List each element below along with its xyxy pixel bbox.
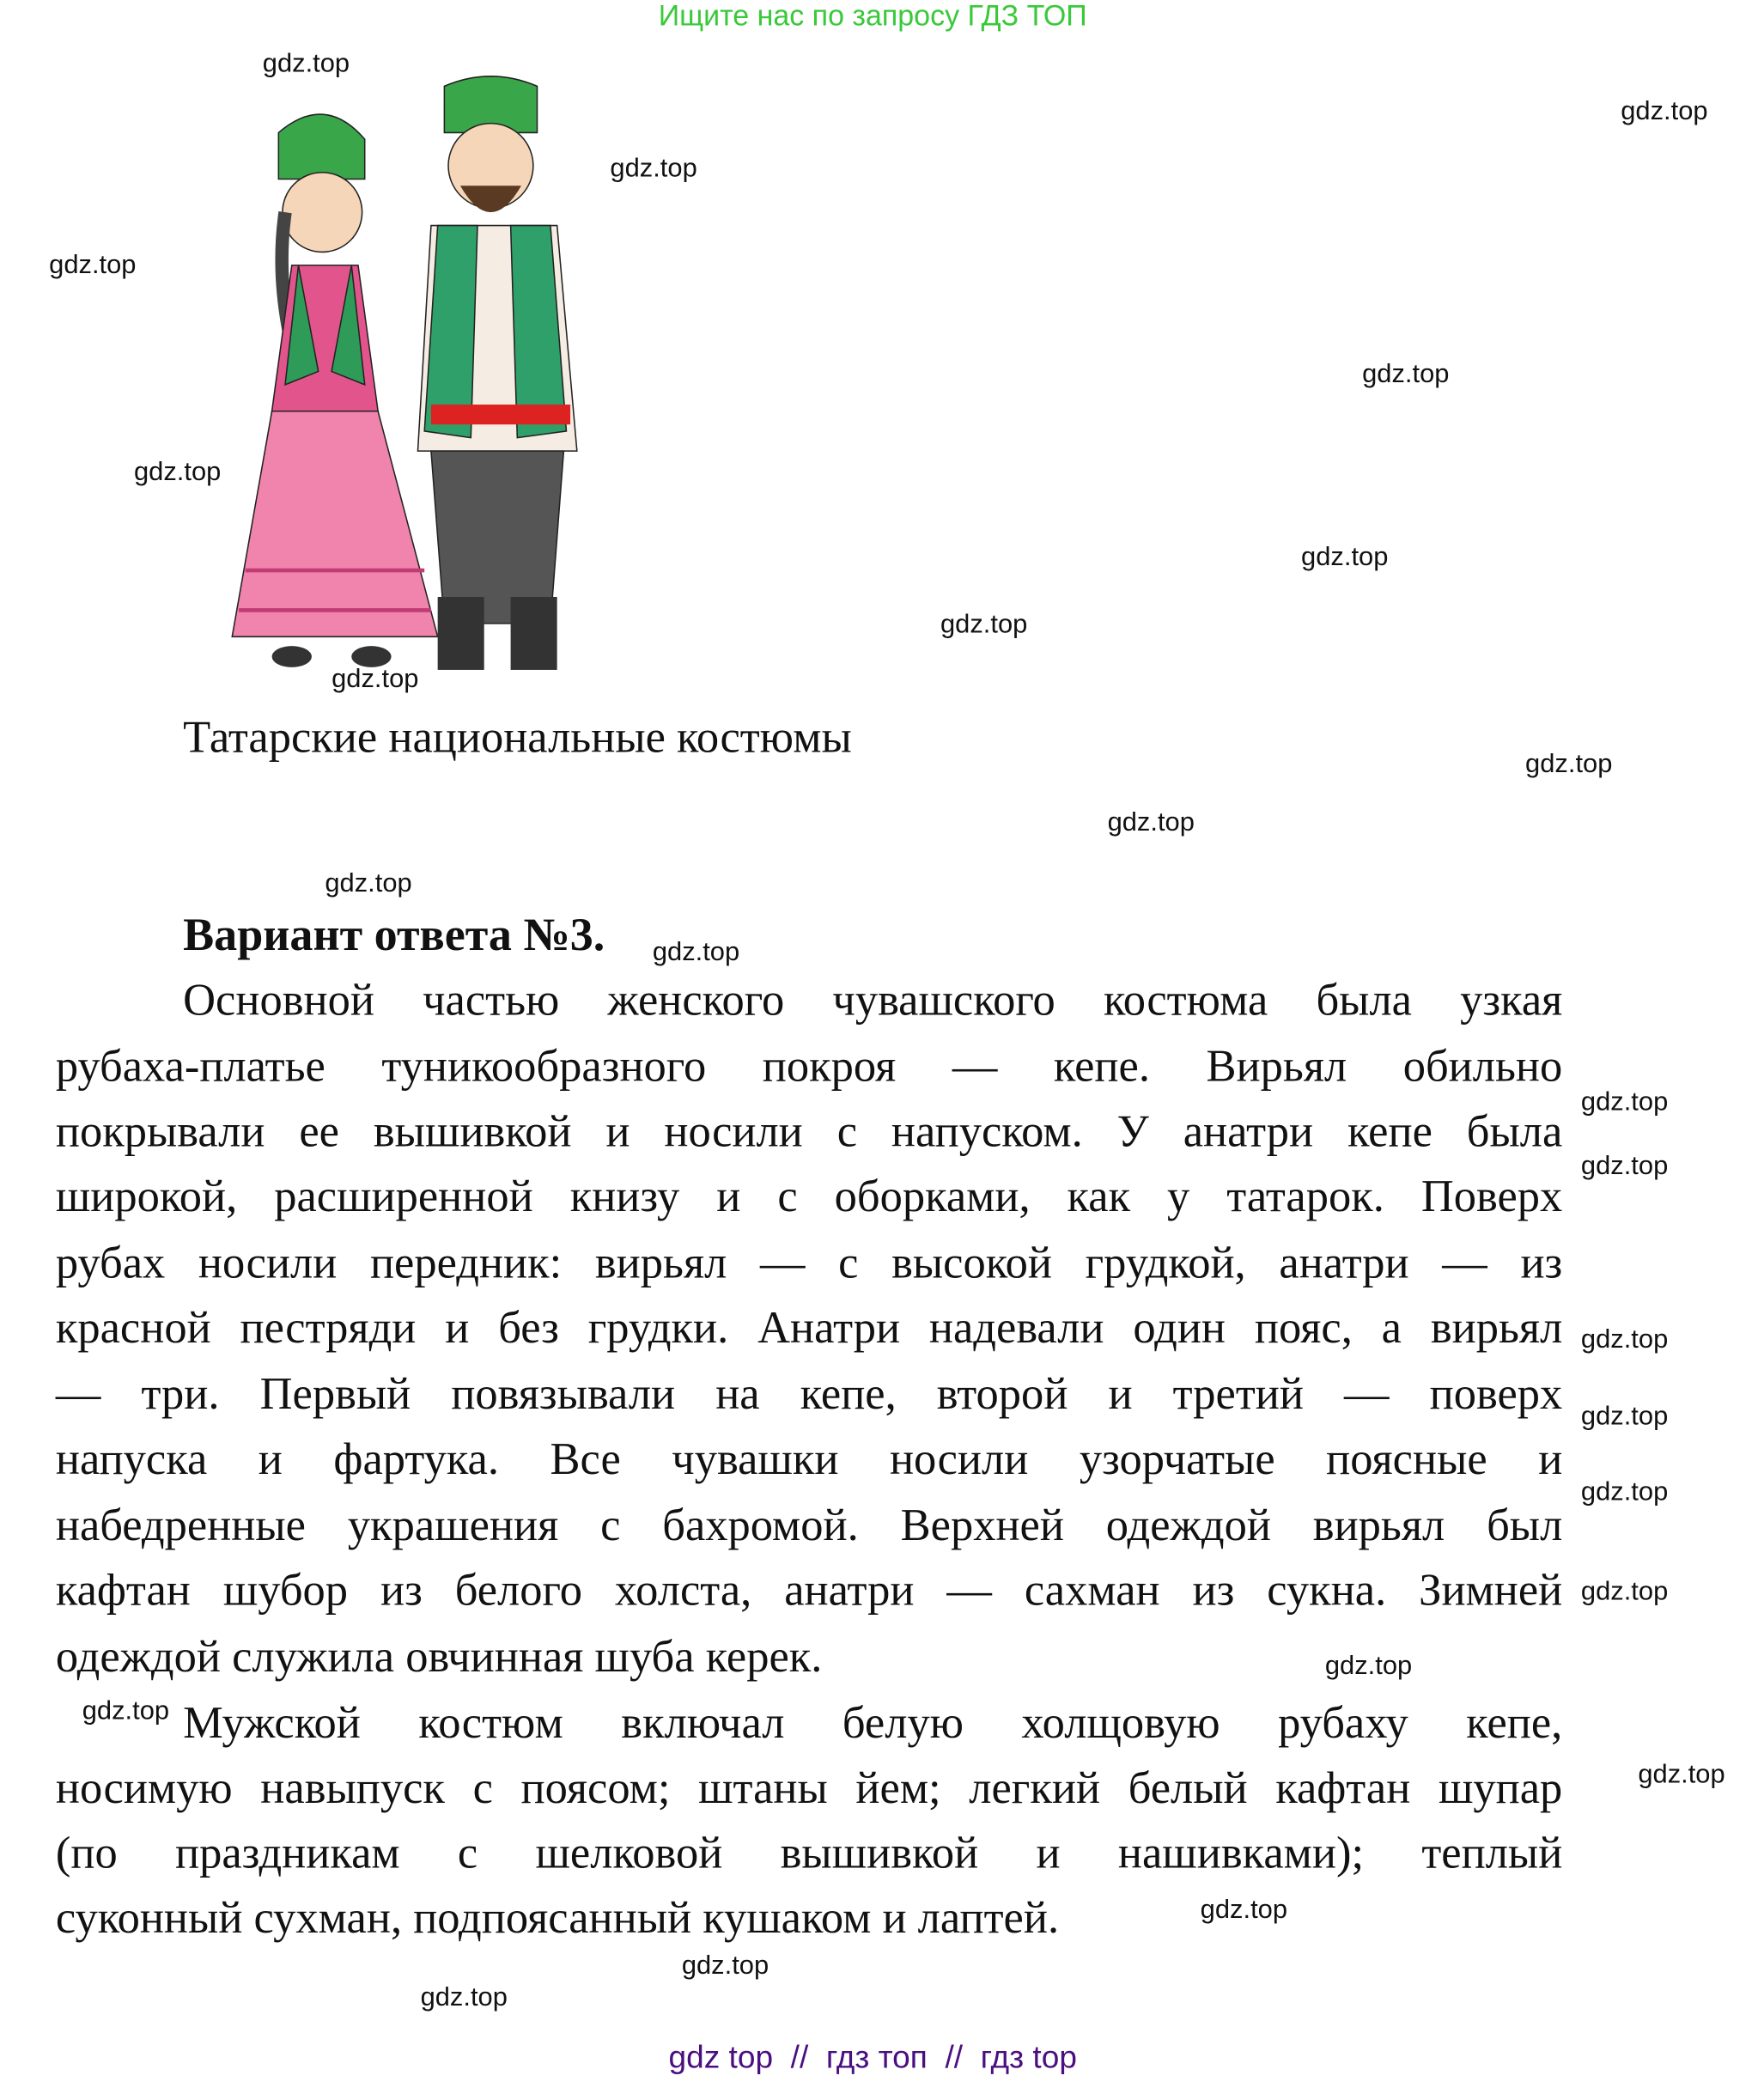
tatar-costumes-illustration: [179, 66, 683, 697]
text-line: кафтан шубор из белого холста, анатри — сахман из сукна. Зимней: [55, 1566, 1563, 1616]
text-line: покрывали ее вышивкой и носили с напуском. У анатри кепе была: [55, 1107, 1563, 1157]
text-line: — три. Первый повязывали на кепе, второй и третий — поверх: [55, 1370, 1563, 1420]
watermark: gdz.top: [940, 610, 1028, 640]
search-banner[interactable]: Ищите нас по запросу ГДЗ ТОП: [658, 0, 1087, 33]
watermark: gdz.top: [420, 1982, 508, 2012]
text-line: суконный сухман, подпоясанный кушаком и лаптей.: [55, 1894, 1060, 1944]
watermark: gdz.top: [1107, 807, 1195, 837]
watermark: gdz.top: [1362, 359, 1450, 389]
watermark: gdz.top: [262, 49, 350, 79]
text-line: носимую навыпуск с поясом; штаны йем; легкий белый кафтан шупар: [55, 1764, 1563, 1814]
answer-title: Вариант ответа №3.: [183, 908, 605, 961]
watermark: gdz.top: [1638, 1760, 1725, 1790]
watermark: gdz.top: [681, 1951, 769, 1981]
watermark: gdz.top: [1580, 1402, 1669, 1432]
text-line: рубаха-платье туникообразного покроя — кепе. Вирьял обильно: [55, 1042, 1563, 1093]
watermark: gdz.top: [325, 868, 412, 898]
text-line: Мужской костюм включал белую холщовую рубаху кепе,: [183, 1699, 1563, 1749]
watermark: gdz.top: [332, 664, 419, 694]
watermark: gdz.top: [1301, 542, 1389, 572]
text-line: одеждой служила овчинная шуба керек.: [55, 1633, 823, 1683]
watermark: gdz.top: [1580, 1577, 1669, 1607]
text-line: красной пестряди и без грудки. Анатри надевали один пояс, а вирьял: [55, 1304, 1563, 1354]
watermark: gdz.top: [133, 457, 222, 487]
text-line: широкой, расширенной книзу и с оборками, как у татарок. Поверх: [55, 1172, 1563, 1222]
watermark: gdz.top: [1580, 1477, 1669, 1507]
watermark: gdz.top: [49, 250, 137, 280]
text-line: (по праздникам с шелковой вышивкой и нашивками); теплый: [55, 1829, 1563, 1878]
image-caption: Татарские национальные костюмы: [183, 713, 852, 764]
text-line: напуска и фартука. Все чувашки носили узорчатые поясные и: [55, 1435, 1563, 1485]
watermark: gdz.top: [652, 937, 740, 967]
watermark: gdz.top: [610, 154, 697, 184]
watermark: gdz.top: [1324, 1651, 1413, 1681]
watermark: gdz.top: [1580, 1087, 1669, 1117]
watermark: gdz.top: [1621, 96, 1708, 126]
watermark: gdz.top: [82, 1696, 170, 1726]
text-line: набедренные украшения с бахромой. Верхней одеждой вирьял был: [55, 1501, 1563, 1551]
watermark: gdz.top: [1580, 1151, 1669, 1181]
text-line: рубах носили передник: вирьял — с высокой грудкой, анатри — из: [55, 1239, 1563, 1288]
footer-links[interactable]: gdz top // гдз топ // гдз top: [668, 2040, 1077, 2076]
text-line: Основной частью женского чувашского костюма была узкая: [183, 976, 1563, 1026]
watermark: gdz.top: [1525, 749, 1613, 779]
watermark: gdz.top: [1200, 1895, 1288, 1925]
watermark: gdz.top: [1580, 1324, 1669, 1354]
